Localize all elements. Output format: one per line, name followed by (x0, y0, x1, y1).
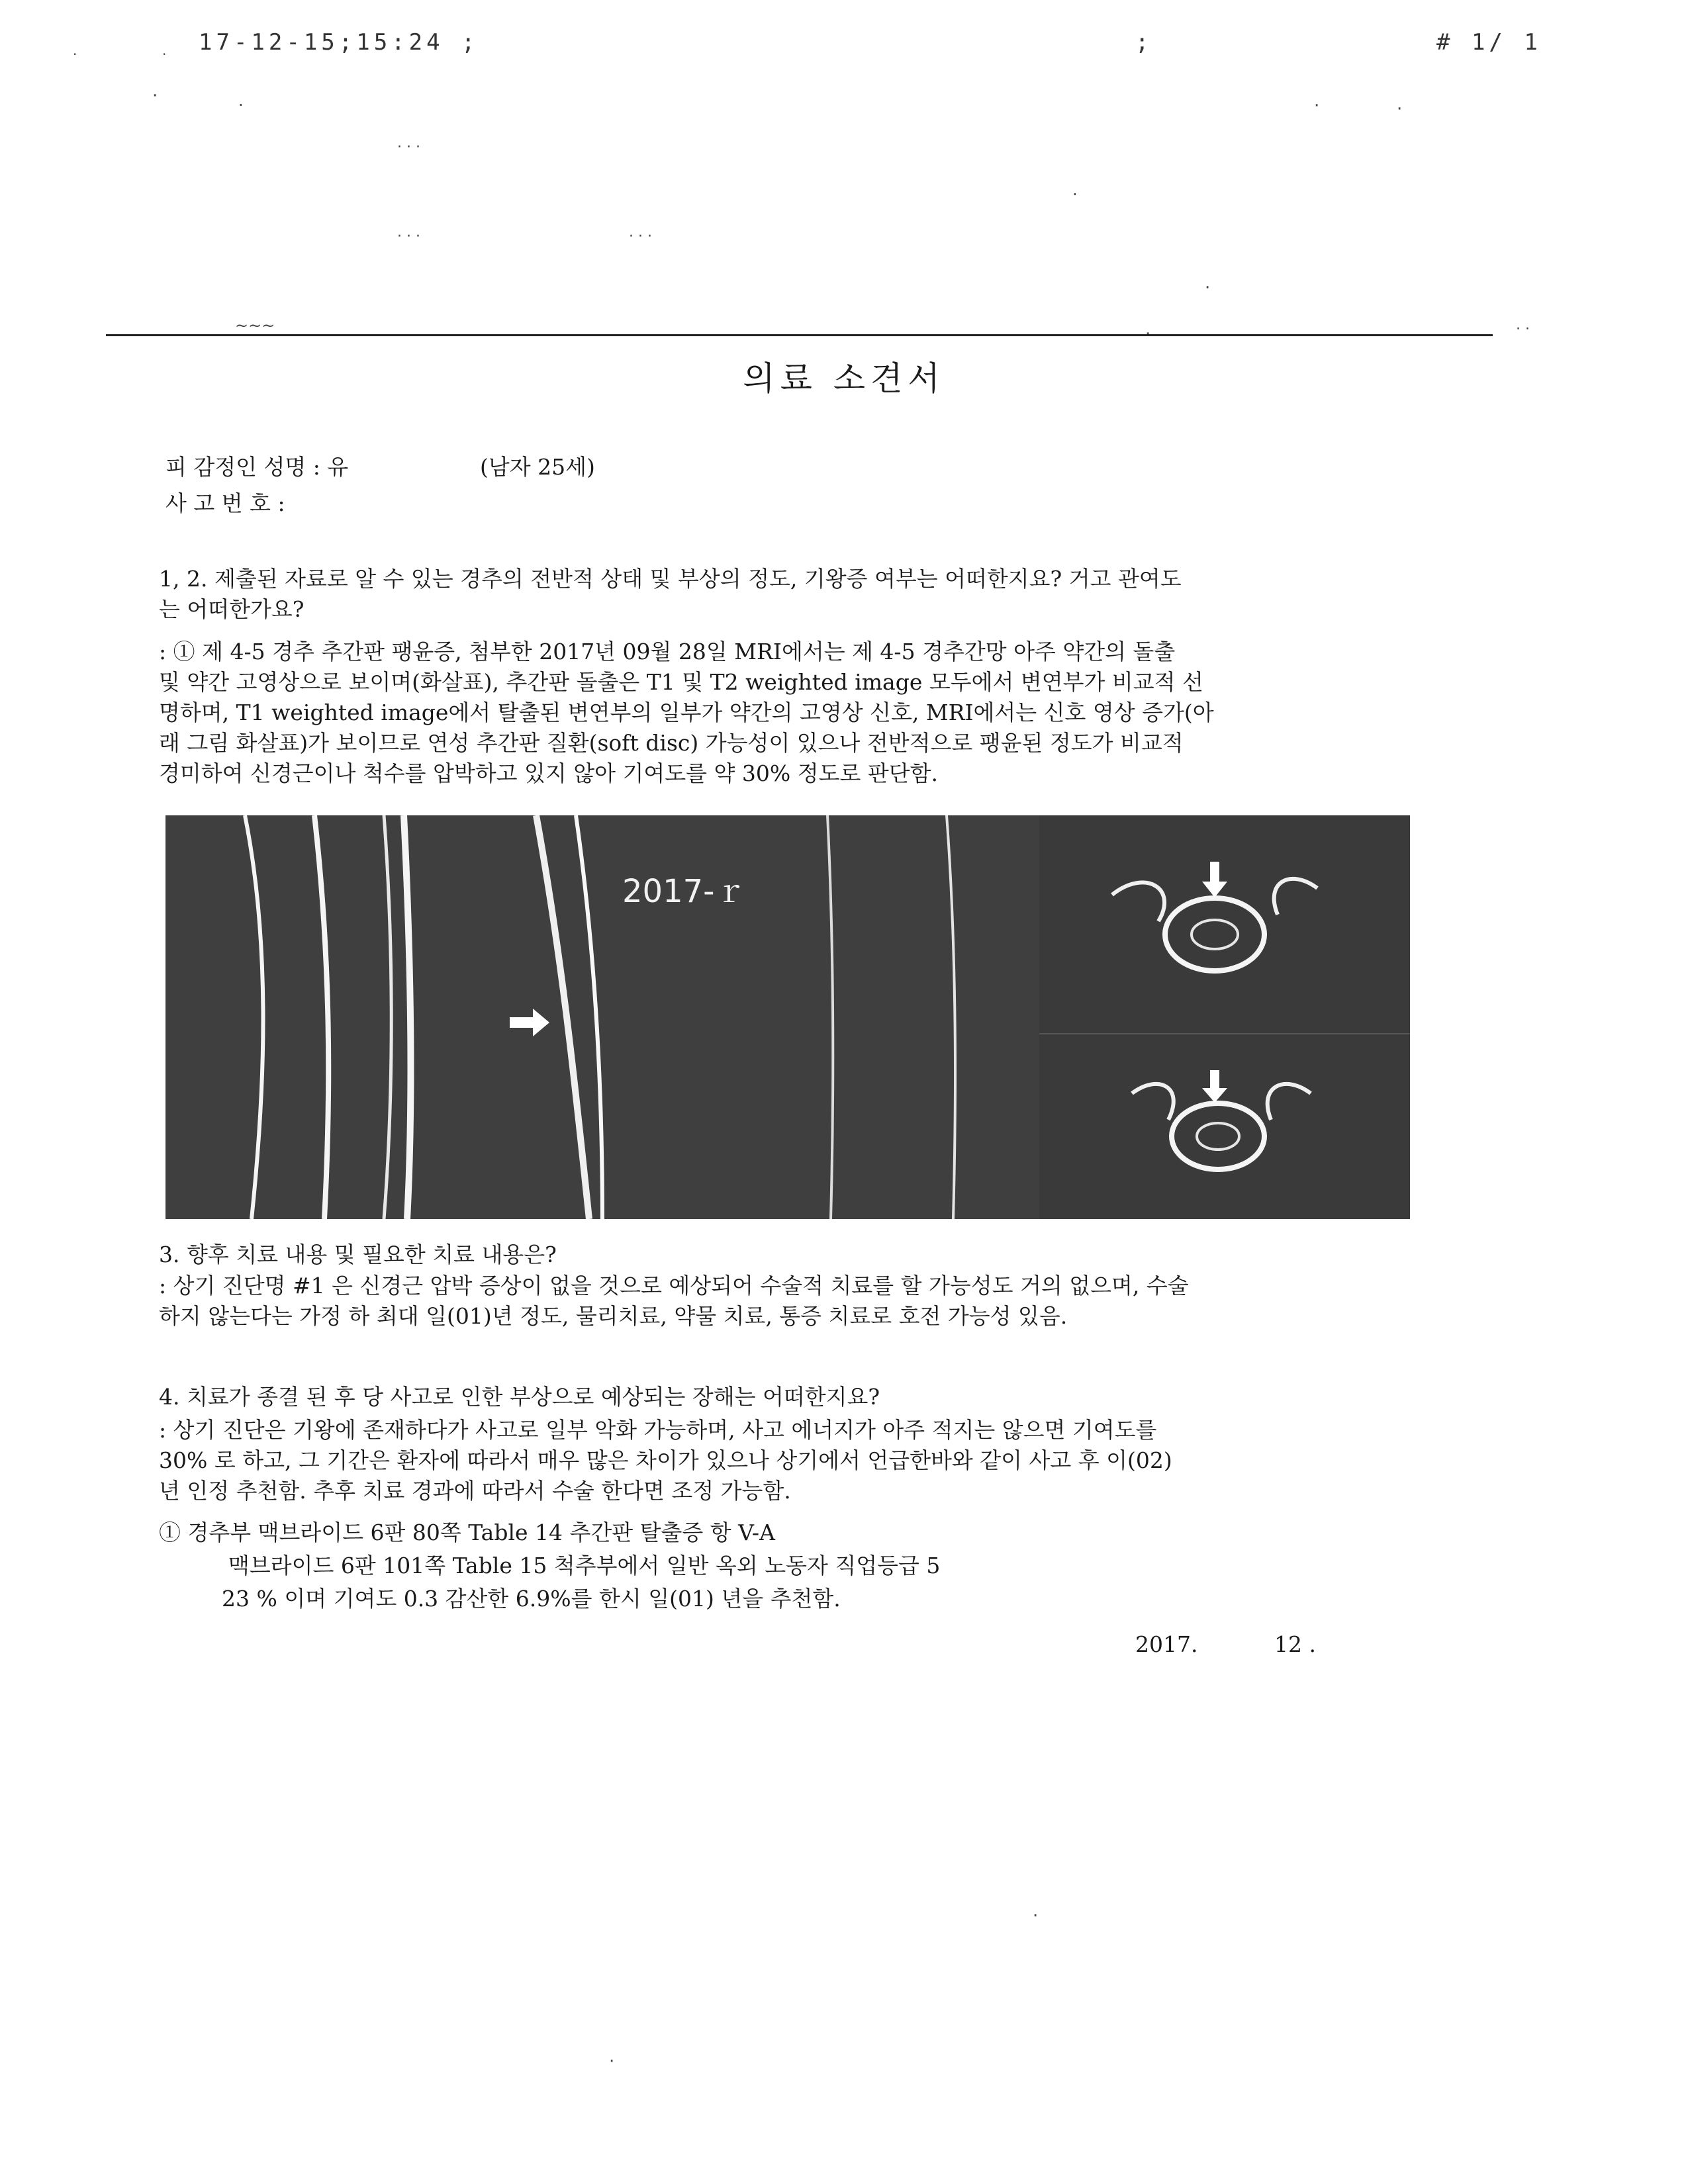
fax-header-left: 17-12-15;15:24 ; (199, 29, 479, 56)
fax-header-right: # 1/ 1 (1436, 29, 1542, 56)
question-4: 4. 치료가 종결 된 후 당 사고로 인한 부상으로 예상되는 장해는 어떠한지요? (159, 1384, 880, 1410)
mri-image (165, 815, 1410, 1219)
document-title: 의료 소견서 (743, 359, 945, 398)
reference-item-1: ① 경추부 맥브라이드 6판 80쪽 Table 14 추간판 탈출증 항 V-A (159, 1520, 775, 1545)
fax-header-mid: ; (1135, 29, 1153, 56)
header-rule (106, 334, 1493, 336)
answer-3: : 상기 진단명 #1 은 신경근 압박 증상이 없을 것으로 예상되어 수술적 치료를 할 가능성도 거의 없으며, 수술 하지 않는다는 가정 하 최대 일(01)년 정도, 물리치료, 약물 치료, 통증 치료로 호전 가능성 있음. (159, 1273, 1189, 1329)
mri-date-label: 2017-ｒ (622, 873, 747, 910)
reference-item-3: 23 % 이며 기여도 0.3 감산한 6.9%를 한시 일(01) 년을 추천함. (222, 1586, 841, 1612)
answer-4: : 상기 진단은 기왕에 존재하다가 사고로 일부 악화 가능하며, 사고 에너지가 아주 적지는 않으면 기여도를 30% 로 하고, 그 기간은 환자에 따라서 매우 많은 차이가 있으나 상기에서 언급한바와 같이 사고 후 이(02) 년 인정 추천함. 추후 치료 경과에 따라서 수술 한다면 조정 가능함. (159, 1417, 1172, 1504)
subject-name: 피 감정인 성명 : 유 (165, 454, 349, 480)
date-month: 12 . (1274, 1631, 1316, 1657)
question-3: 3. 향후 치료 내용 및 필요한 치료 내용은? (159, 1242, 557, 1267)
date-year: 2017. (1135, 1631, 1198, 1657)
subject-gender-age: (남자 25세) (480, 454, 595, 480)
answer-1-2: : ① 제 4-5 경추 추간판 팽윤증, 첨부한 2017년 09월 28일 MRI에서는 제 4-5 경추간망 아주 약간의 돌출 및 약간 고영상으로 보이며(화살표), 추간판 돌출은 T1 및 T2 weighted image 모두에서 변연부가 비교적 선 명하며, T1 weighted image에서 탈출된 변연부의 일부가 약간의 고영상 신호, MRI에서는 신호 영상 증가(아 래 그림 화살표)가 보이므로 연성 추간판 질환(soft disc) 가능성이 있으나 전반적으로 팽윤된 정도가 비교적 경미하여 신경근이나 척수를 압박하고 있지 않아 기여도를 약 30% 정도로 판단함. (159, 639, 1214, 786)
question-1-2: 1, 2. 제출된 자료로 알 수 있는 경추의 전반적 상태 및 부상의 정도, 기왕증 여부는 어떠한지요? 거고 관여도 는 어떠한가요? (159, 566, 1182, 622)
mri-graphic (165, 815, 1410, 1219)
reference-item-2: 맥브라이드 6판 101쪽 Table 15 척추부에서 일반 옥외 노동자 직업등급 5 (228, 1553, 941, 1578)
accident-number: 사 고 번 호 : (165, 490, 285, 516)
